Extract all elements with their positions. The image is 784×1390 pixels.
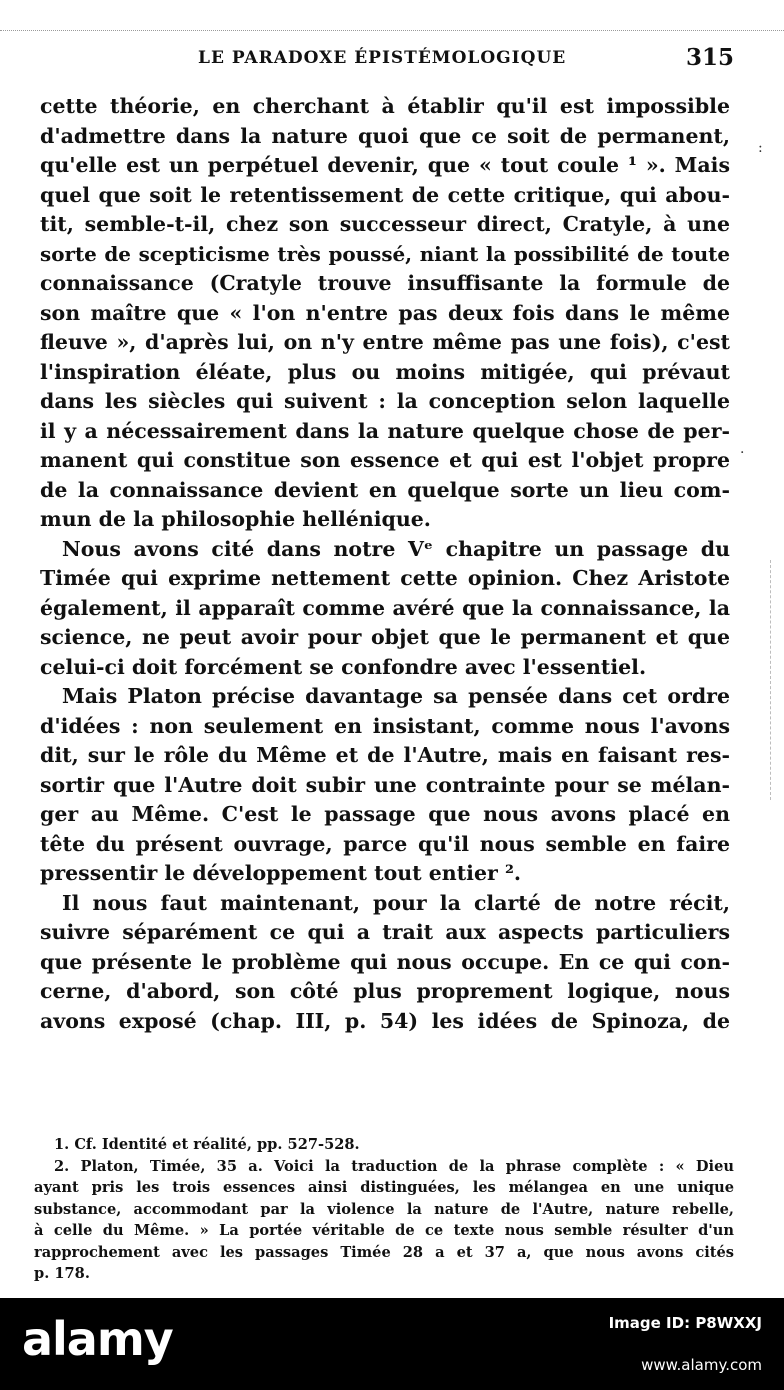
body-line: suivre séparément ce qui a trait aux aspects particuliers [40, 920, 730, 944]
body-line: tête du présent ouvrage, parce qu'il nous semble en faire [40, 831, 730, 856]
body-line: dit, sur le rôle du Même et de l'Autre, mais en faisant res- [40, 743, 730, 767]
body-line: également, il apparaît comme avéré que la connaissance, la [40, 595, 730, 620]
body-line: celui-ci doit forcément se confondre avec l'essentiel. [40, 654, 647, 679]
body-line: mun de la philosophie hellénique. [40, 507, 431, 531]
body-line: pressentir le développement tout entier ². [40, 861, 522, 885]
footnotes [34, 1134, 734, 1285]
body-line-indented: Il nous faut maintenant, pour la clarté de notre récit, [62, 890, 730, 915]
footnote-line: 2. Platon, Timée, 35 a. Voici la traduction de la phrase complète : « Dieu [54, 1157, 734, 1175]
body-line: avons exposé (chap. III, p. 54) les idées de Spinoza, de [40, 1008, 730, 1033]
site-url: www.alamy.com [641, 1356, 762, 1374]
body-line: de la connaissance devient en quelque sorte un lieu com- [40, 477, 730, 502]
brand-logo: alamy [22, 1312, 173, 1366]
footnote-line: 1. Cf. Identité et réalité, pp. 527-528. [54, 1136, 360, 1153]
running-head [0, 44, 784, 80]
footnote-line: p. 178. [34, 1265, 90, 1282]
body-line: connaissance (Cratyle trouve insuffisante la formule de [40, 271, 730, 295]
image-id-block [609, 1312, 762, 1332]
body-line: qu'elle est un perpétuel devenir, que « tout coule ¹ ». Mais [40, 153, 730, 177]
margin-mark-dot: : [758, 140, 763, 156]
body-line: il y a nécessairement dans la nature quelque chose de per- [40, 418, 730, 443]
body-line: son maître que « l'on n'entre pas deux fois dans le même [40, 300, 730, 325]
body-line-indented: Nous avons cité dans notre Vᵉ chapitre un passage du [62, 536, 730, 561]
body-line: quel que soit le retentissement de cette critique, qui abou- [40, 182, 730, 207]
body-line: l'inspiration éléate, plus ou moins mitigée, qui prévaut [40, 359, 730, 384]
margin-mark-dot: · [740, 445, 745, 461]
stock-footer-bar [0, 1298, 784, 1390]
body-line: que présente le problème qui nous occupe. En ce qui con- [40, 949, 730, 974]
body-line: sorte de scepticisme très poussé, niant la possibilité de toute [40, 241, 730, 266]
running-title: LE PARADOXE ÉPISTÉMOLOGIQUE [198, 48, 567, 68]
body-line: sortir que l'Autre doit subir une contrainte pour se mélan- [40, 772, 730, 797]
body-line: fleuve », d'après lui, on n'y entre même pas une fois), c'est [40, 330, 730, 354]
margin-scan-rule [770, 560, 772, 800]
body-line: manent qui constitue son essence et qui est l'objet propre [40, 448, 730, 472]
footnote-line: substance, accommodant par la violence la nature de l'Autre, nature rebelle, [34, 1200, 734, 1218]
body-line: science, ne peut avoir pour objet que le permanent et que [40, 625, 730, 649]
footnote-line: à celle du Même. » La portée véritable de ce texte nous semble résulter d'un [34, 1222, 734, 1239]
body-line: dans les siècles qui suivent : la conception selon laquelle [40, 389, 730, 413]
body-line: Timée qui exprime nettement cette opinion. Chez Aristote [40, 566, 730, 590]
footnote-line: rapprochement avec les passages Timée 28 a et 37 a, que nous avons cités [34, 1243, 734, 1261]
body-text [40, 92, 730, 1036]
footnote-line: ayant pris les trois essences ainsi distinguées, les mélangea en une unique [34, 1179, 734, 1196]
page-number: 315 [686, 44, 735, 71]
body-line: tit, semble-t-il, chez son successeur direct, Cratyle, à une [40, 212, 730, 236]
body-line: d'idées : non seulement en insistant, comme nous l'avons [40, 713, 730, 738]
body-line: cette théorie, en cherchant à établir qu'il est impossible [40, 94, 730, 118]
image-id: Image ID: P8WXXJ [608, 1314, 762, 1332]
scan-noise-rule [0, 30, 784, 39]
body-line: ger au Même. C'est le passage que nous avons placé en [40, 802, 730, 826]
body-line: cerne, d'abord, son côté plus proprement logique, nous [40, 979, 730, 1003]
body-line: d'admettre dans la nature quoi que ce soit de permanent, [40, 123, 730, 148]
body-line-indented: Mais Platon précise davantage sa pensée dans cet ordre [62, 684, 730, 708]
